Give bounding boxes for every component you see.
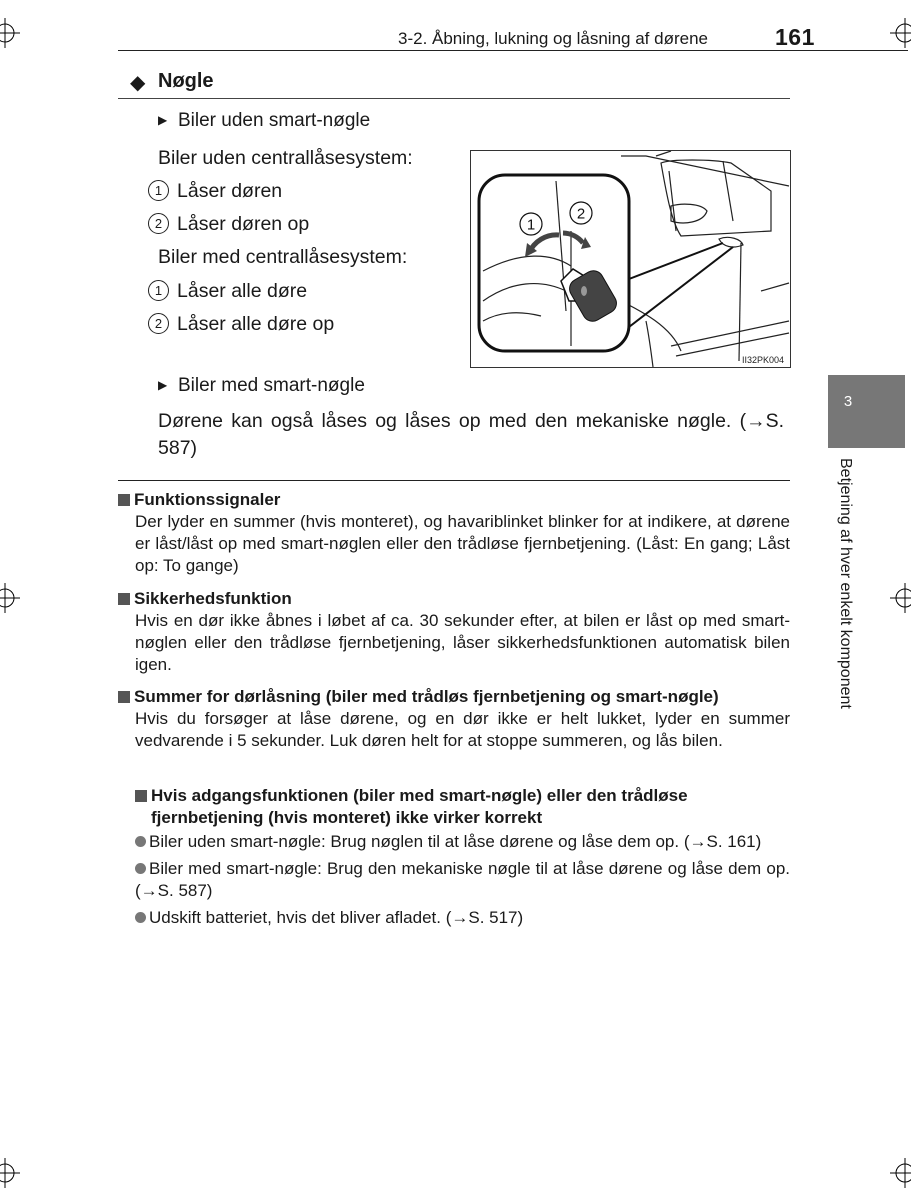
note-title: Hvis adgangsfunktionen (biler med smart-nøgle) eller den trådløse fjernbetjening (hvis monteret) ikke virker korrekt bbox=[151, 786, 688, 827]
note-door-lock-buzzer bbox=[118, 686, 790, 752]
subheading-no-smart-key: ▶ Biler uden smart-nøgle bbox=[158, 110, 371, 131]
car-door-drawing bbox=[471, 151, 790, 367]
triangle-right-icon: ▶ bbox=[158, 113, 168, 127]
registration-mark-icon bbox=[890, 18, 911, 48]
bullet-icon bbox=[135, 912, 146, 923]
square-bullet-icon bbox=[118, 593, 130, 605]
list-item: 1 Låser alle døre bbox=[148, 280, 307, 303]
list-item: 2 Låser alle døre op bbox=[148, 313, 334, 336]
note-body: Hvis en dør ikke åbnes i løbet af ca. 30 sekunder efter, at bilen er låst op med smart-nøglen eller den trådløse fjernbetjening, låser sikkerhedsfunktionen automatisk bilen igen. bbox=[135, 611, 790, 674]
list-item: Biler uden smart-nøgle: Brug nøglen til at låse dørene og låse dem op. (→S. 161) bbox=[118, 831, 790, 853]
callout-2-label: 2 bbox=[576, 205, 586, 223]
page-number: 161 bbox=[775, 24, 815, 50]
door-key-illustration bbox=[470, 150, 791, 368]
note-title: Sikkerhedsfunktion bbox=[134, 589, 292, 608]
square-bullet-icon bbox=[118, 691, 130, 703]
registration-mark-icon bbox=[0, 1158, 20, 1188]
with-central-label: Biler med centrallåsesystem: bbox=[158, 246, 408, 268]
registration-mark-icon bbox=[890, 583, 911, 613]
list-item: Udskift batteriet, hvis det bliver afladet. (→S. 517) bbox=[118, 907, 790, 929]
circled-number-icon: 2 bbox=[148, 313, 169, 334]
note-entry-function-failure bbox=[118, 785, 790, 929]
running-header-title: 3-2. Åbning, lukning og låsning af dørene bbox=[398, 29, 708, 48]
note-title: Funktionssignaler bbox=[134, 490, 281, 509]
registration-mark-icon bbox=[0, 583, 20, 613]
circled-number-icon: 2 bbox=[148, 213, 169, 234]
note-safety-function bbox=[118, 588, 790, 676]
note-title: Summer for dørlåsning (biler med trådløs fjernbetjening og smart-nøgle) bbox=[134, 687, 719, 706]
diamond-icon: ◆ bbox=[130, 72, 146, 94]
bullet-icon bbox=[135, 836, 146, 847]
circled-number-icon: 1 bbox=[148, 180, 169, 201]
bullet-icon bbox=[135, 863, 146, 874]
subheading-smart-key: ▶ Biler med smart-nøgle bbox=[158, 375, 365, 396]
list-item: 2 Låser døren op bbox=[148, 213, 309, 236]
chapter-side-label: Betjening af hver enkelt komponent bbox=[837, 458, 854, 709]
registration-mark-icon bbox=[0, 18, 20, 48]
header-rule bbox=[118, 50, 908, 51]
callout-1-label: 1 bbox=[526, 216, 536, 234]
square-bullet-icon bbox=[118, 494, 130, 506]
illustration-code: II32PK004 bbox=[741, 355, 784, 365]
square-bullet-icon bbox=[135, 790, 147, 802]
no-central-label: Biler uden centrallåsesystem: bbox=[158, 147, 413, 169]
smart-key-paragraph: Dørene kan også låses og låses op med den mekaniske nøgle. (→S. 587) bbox=[158, 410, 784, 459]
triangle-right-icon: ▶ bbox=[158, 378, 168, 392]
chapter-tab bbox=[828, 375, 905, 448]
note-functions-signals bbox=[118, 489, 790, 577]
note-body: Der lyder en summer (hvis monteret), og havariblinket blinker for at indikere, at dørene er låst/låst op med smart-nøglen eller den trådløse fjernbetjening. (Låst: En gang; Låst op: To gange) bbox=[135, 512, 790, 575]
list-item: Biler med smart-nøgle: Brug den mekaniske nøgle til at låse dørene og låse dem op. (→S. 587) bbox=[135, 859, 790, 900]
registration-mark-icon bbox=[890, 1158, 911, 1188]
section-title: Nøgle bbox=[158, 70, 214, 92]
note-body: Hvis du forsøger at låse dørene, og en dør ikke er helt lukket, lyder en summer vedvarende i 5 sekunder. Luk døren helt for at stoppe summeren, og lås bilen. bbox=[135, 709, 790, 750]
section-rule bbox=[118, 98, 790, 99]
circled-number-icon: 1 bbox=[148, 280, 169, 301]
separator-rule bbox=[118, 480, 790, 481]
chapter-number: 3 bbox=[843, 393, 853, 410]
list-item: 1 Låser døren bbox=[148, 180, 282, 203]
